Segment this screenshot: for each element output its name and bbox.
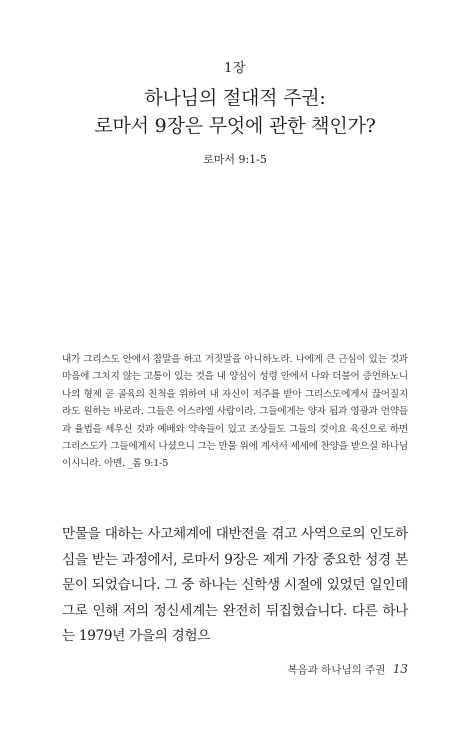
chapter-title	[0, 84, 470, 140]
chapter-number: 1장	[224, 61, 246, 76]
scripture-epigraph: 내가 그리스도 안에서 참말을 하고 거짓말을 아니하노라. 나에게 큰 근심이 있는 것과 마음에 그치지 않는 고통이 있는 것을 내 양심이 성령 안에서 나와 더불어 증언하노니 나의 형제 곧 골육의 친척을 위하여 내 자신이 저주를 받아 그리스도에게서 끊어질지라도 원하는 바로라. 그들은 이스라엘 사람이라. 그들에게는 양자 됨과 영광과 언약들과 율법을 세우신 것과 예배와 약속들이 있고 조상들도 그들의 것이요 육신으로 하면 그리스도가 그들에게서 나셨으니 그는 만물 위에 계셔서 세세에 찬양을 받으실 하나님이시니라. 아멘. _롬 9:1-5	[62, 354, 408, 470]
page-number: 13	[392, 662, 408, 676]
page-footer	[287, 662, 408, 677]
running-title: 복음과 하나님의 주권	[287, 664, 386, 676]
chapter-scripture-reference: 로마서 9:1-5	[203, 153, 267, 166]
chapter-title-line-2: 로마서 9장은 무엇에 관한 책인가?	[94, 115, 376, 137]
chapter-title-line-1: 하나님의 절대적 주권:	[144, 87, 326, 109]
body-paragraph: 만물을 대하는 사고체계에 대반전을 겪고 사역으로의 인도하심을 받는 과정에서, 로마서 9장은 제게 가장 중요한 성경 본문이 되었습니다. 그 중 하나는 신학생 시절에 있었던 일인데 그로 인해 저의 정신세계는 완전히 뒤집혔습니다. 다른 하나는 1979년 가을의 경험으	[62, 526, 408, 644]
chapter-heading	[0, 60, 470, 168]
